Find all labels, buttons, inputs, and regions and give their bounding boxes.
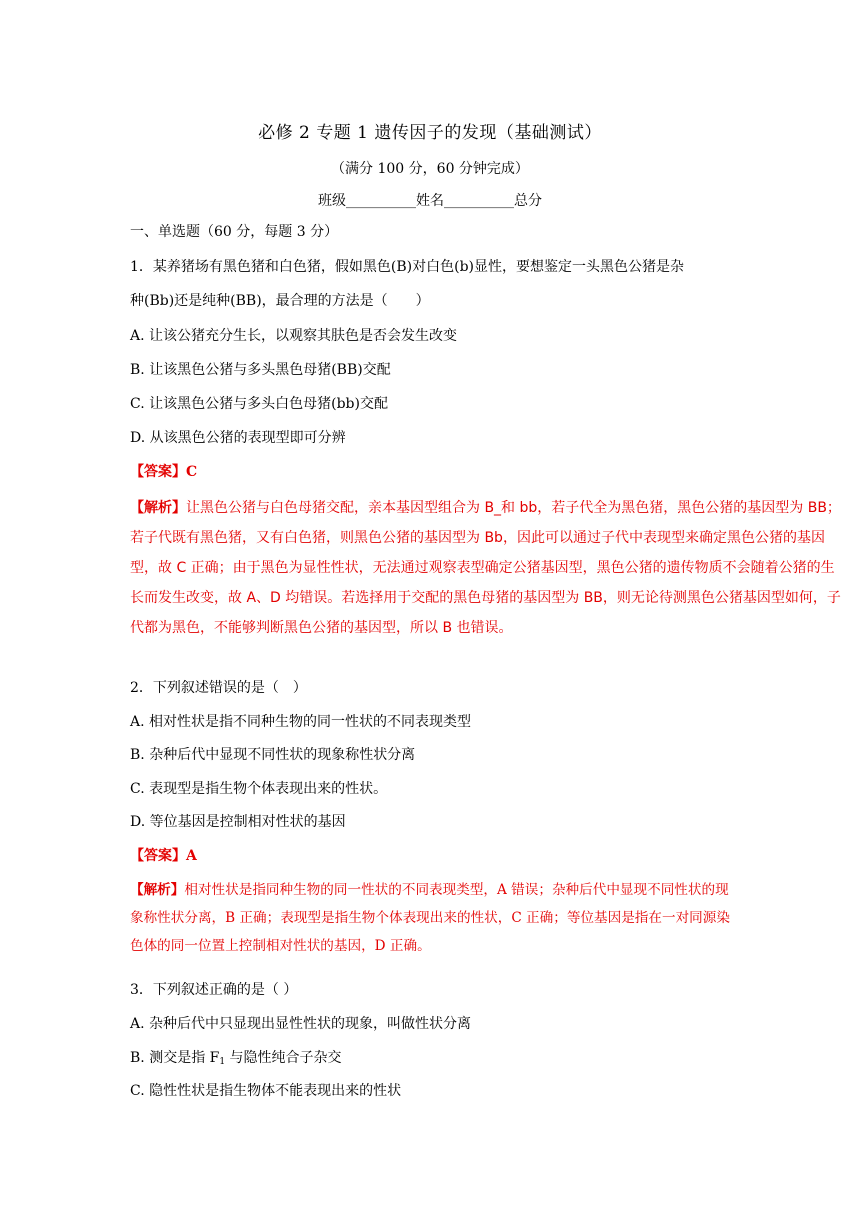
q3-option-b-post: 与隐性纯合子杂交 [225,1050,342,1066]
page-title: 必修 2 专题 1 遗传因子的发现（基础测试） [258,123,602,143]
q1-analysis-text: 让黑色公猪与白色母猪交配，亲本基因型组合为 B_和 bb，若子代全为黑色猪，黑色公猪的基因型为 BB；若子代既有黑色猪，又有白色猪，则黑色公猪的基因型为 Bb，因此可以通过子代中表现型来确定黑色公猪的基因型，故 C 正确；由于黑色为显性性状，无法通过观察表型确定公猪基因型，黑色公猪的遗传物质不会随着公猪的生长而发生改变，故 A、D 均错误。若选择用于交配的黑色母猪的基因型为 BB，则无论待测黑色公猪基因型如何，子代都为黑色，不能够判断黑色公猪的基因型，所以 B 也错误。 [130,500,841,636]
q2-analysis-text: 相对性状是指同种生物的同一性状的不同表现类型，A 错误；杂种后代中显现不同性状的现象称性状分离，B 正确；表现型是指生物个体表现出来的性状，C 正确；等位基因是指在一对同源染色体的同一位置上控制相对性状的基因，D 正确。 [130,882,730,954]
q2-analysis [130,876,742,960]
q1-option-a: A. 让该公猪充分生长，以观察其肤色是否会发生改变 [130,328,458,344]
q3-option-b-pre: B. 测交是指 F [130,1050,220,1066]
q2-answer: 【答案】A [130,848,197,864]
q1-option-c: C. 让该黑色公猪与多头白色母猪(bb)交配 [130,396,388,412]
q2-option-a: A. 相对性状是指不同种生物的同一性状的不同表现类型 [130,714,472,730]
q3-option-b-sub: 1 [219,1057,226,1067]
q1-analysis [130,493,842,643]
q2-option-d: D. 等位基因是控制相对性状的基因 [130,814,346,830]
q1-option-d: D. 从该黑色公猪的表现型即可分辨 [130,430,346,446]
q1-stem-line2: 种(Bb)还是纯种(BB)，最合理的方法是（ ） [130,293,430,309]
q3-option-c: C. 隐性性状是指生物体不能表现出来的性状 [130,1083,402,1099]
class-name-score-line: 班级__________姓名__________总分 [318,193,542,209]
q2-analysis-label: 【解析】 [130,882,185,898]
q1-analysis-label: 【解析】 [130,500,186,516]
q1-option-b: B. 让该黑色公猪与多头黑色母猪(BB)交配 [130,362,391,378]
q2-option-c: C. 表现型是指生物个体表现出来的性状。 [130,781,388,797]
q3-option-a: A. 杂种后代中只显现出显性性状的现象，叫做性状分离 [130,1016,472,1032]
q1-stem-line1: 1．某养猪场有黑色猪和白色猪，假如黑色(B)对白色(b)显性，要想鉴定一头黑色公猪是杂 [130,259,685,275]
q3-option-b [130,1048,850,1072]
q1-answer: 【答案】C [130,464,198,480]
page-subtitle: （满分 100 分，60 分钟完成） [331,161,529,177]
section-heading: 一、单选题（60 分，每题 3 分） [130,224,339,240]
q3-stem: 3．下列叙述正确的是（ ） [130,982,298,998]
q2-stem: 2．下列叙述错误的是（ ） [130,680,307,696]
q2-option-b: B. 杂种后代中显现不同性状的现象称性状分离 [130,747,416,763]
